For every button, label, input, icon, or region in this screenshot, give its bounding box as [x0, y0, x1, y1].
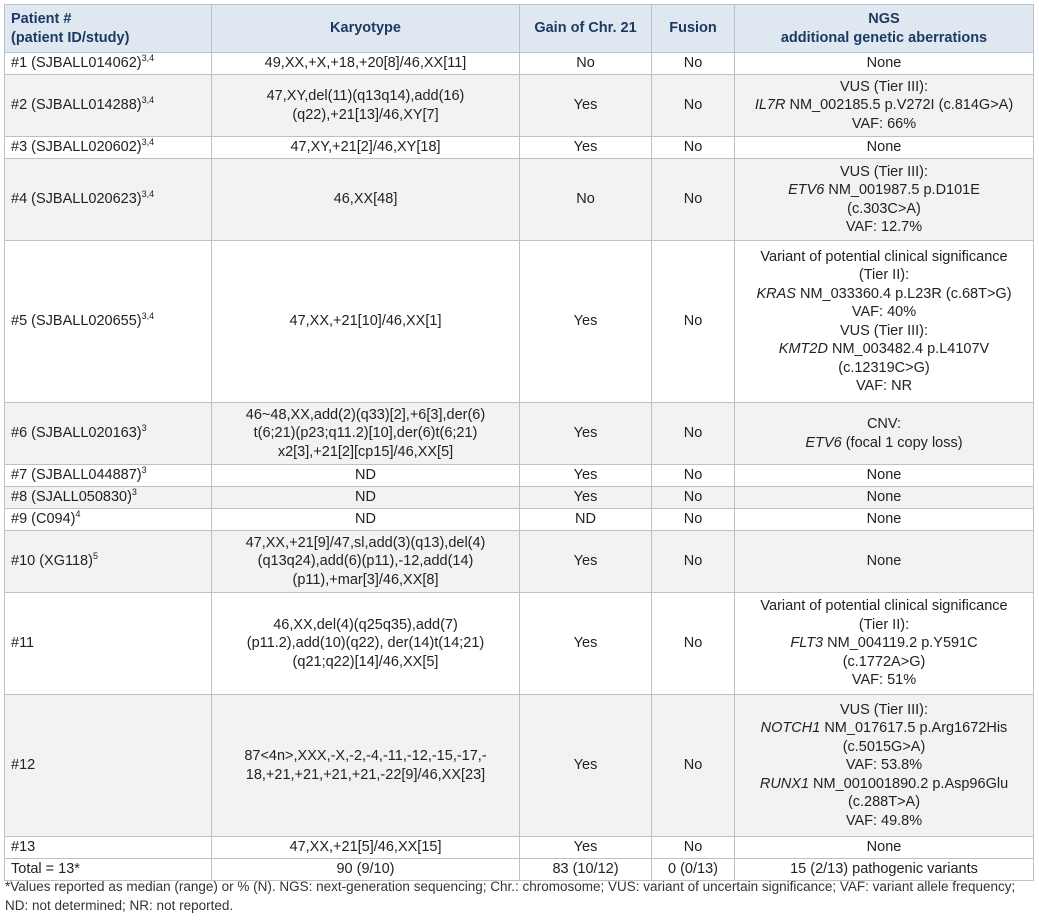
ngs-line: VAF: 40% [851, 304, 917, 320]
gene-name: ETV6 [788, 182, 825, 198]
patient-id: #11 [11, 635, 35, 652]
header-ngs-line2: additional genetic aberrations [780, 29, 988, 46]
karyotype-line: x2[3],+21[2][cp15]/46,XX[5] [277, 443, 454, 460]
karyotype-line: t(6;21)(p23;q11.2)[10],der(6)t(6;21) [253, 425, 478, 442]
gain-chr21-cell: No [520, 159, 652, 241]
ngs-line: None [866, 553, 902, 570]
karyotype-line: (p11),+mar[3]/46,XX[8] [292, 571, 439, 588]
table-row [5, 487, 1034, 509]
fusion-cell: No [652, 137, 735, 159]
ngs-line: None [866, 839, 902, 856]
gain-chr21-cell: Yes [520, 593, 652, 695]
table-row [5, 465, 1034, 487]
ngs-cell [735, 695, 1034, 837]
fusion-cell: No [652, 531, 735, 593]
ngs-cell [735, 159, 1034, 241]
ngs-line: VAF: NR [855, 378, 913, 394]
ngs-cell [735, 403, 1034, 465]
patient-cell [5, 509, 212, 531]
total-gain-cell: 83 (10/12) [520, 859, 652, 881]
patient-cell [5, 403, 212, 465]
karyotype-line: 47,XX,+21[5]/46,XX[15] [289, 839, 442, 856]
ngs-line: (c.5015G>A) [842, 738, 926, 755]
karyotype-cell [212, 403, 520, 465]
karyotype-line: 46,XX[48] [333, 191, 398, 208]
patient-id: #6 (SJBALL020163) [11, 425, 142, 442]
total-fusion-cell: 0 (0/13) [652, 859, 735, 881]
study-reference: 3,4 [141, 53, 155, 64]
ngs-cell [735, 509, 1034, 531]
fusion-cell: No [652, 403, 735, 465]
patient-id: #7 (SJBALL044887) [11, 467, 142, 484]
header-row [5, 5, 1034, 53]
ngs-line: VAF: 51% [851, 672, 917, 689]
ngs-line: ETV6 NM_001987.5 p.D101E [788, 182, 980, 198]
gain-chr21-cell: Yes [520, 837, 652, 859]
ngs-line: (Tier II): [858, 616, 910, 633]
ngs-line: KRAS NM_033360.4 p.L23R (c.68T>G) [756, 285, 1012, 302]
karyotype-cell [212, 137, 520, 159]
karyotype-cell [212, 487, 520, 509]
ngs-line: VAF: 12.7% [845, 219, 923, 235]
header-fusion: Fusion [652, 5, 735, 53]
study-reference: 3,4 [141, 137, 155, 148]
ngs-cell [735, 531, 1034, 593]
study-reference: 3 [131, 487, 137, 498]
karyotype-cell [212, 53, 520, 75]
patient-cell [5, 159, 212, 241]
table-row [5, 159, 1034, 241]
footnote: *Values reported as median (range) or % (N). NGS: next-generation sequencing; Chr.: chromosome; VUS: variant of uncertain significance; VAF: variant allele frequency; ND: not determined; NR: not reported. [5, 879, 1016, 913]
karyotype-line: 46,XX,del(4)(q25q35),add(7) [273, 616, 458, 633]
patient-id: #13 [11, 839, 36, 856]
ngs-line: None [866, 467, 902, 484]
study-reference: 3,4 [141, 311, 155, 322]
ngs-line: FLT3 NM_004119.2 p.Y591C [790, 635, 978, 652]
patient-id: #10 (XG118) [11, 553, 93, 570]
patient-id: #12 [11, 757, 36, 774]
total-label-cell: Total = 13* [5, 859, 212, 881]
ngs-cell [735, 137, 1034, 159]
ngs-line: VAF: 49.8% [845, 812, 923, 829]
karyotype-line: ND [355, 511, 376, 528]
ngs-cell [735, 837, 1034, 859]
gain-chr21-cell: Yes [520, 487, 652, 509]
ngs-cell [735, 53, 1034, 75]
header-patient-line2: (patient ID/study) [11, 29, 130, 46]
gain-chr21-cell: Yes [520, 241, 652, 403]
table-row [5, 75, 1034, 137]
ngs-line: IL7R NM_002185.5 p.V272I (c.814G>A) [754, 97, 1014, 114]
gene-name: KMT2D [778, 341, 828, 357]
karyotype-line: 47,XY,del(11)(q13q14),add(16) [266, 88, 465, 104]
karyotype-line: 18,+21,+21,+21,+21,-22[9]/46,XX[23] [245, 766, 486, 783]
table-row [5, 241, 1034, 403]
table-row [5, 53, 1034, 75]
study-reference: 3 [141, 465, 147, 476]
ngs-cell [735, 487, 1034, 509]
karyotype-line: 49,XX,+X,+18,+20[8]/46,XX[11] [264, 55, 467, 72]
ngs-line: VUS (Tier III): [839, 701, 929, 718]
fusion-cell: No [652, 509, 735, 531]
ngs-cell [735, 465, 1034, 487]
study-reference: 3,4 [141, 95, 155, 106]
patient-id: #3 (SJBALL020602) [11, 139, 142, 156]
table-row [5, 137, 1034, 159]
patient-cell [5, 137, 212, 159]
ngs-line: RUNX1 NM_001001890.2 p.Asp96Glu [759, 775, 1009, 792]
ngs-cell [735, 75, 1034, 137]
fusion-cell: No [652, 241, 735, 403]
karyotype-line: ND [355, 489, 376, 506]
ngs-line: ETV6 (focal 1 copy loss) [805, 434, 963, 451]
fusion-cell: No [652, 159, 735, 241]
patient-table [4, 4, 1034, 881]
karyotype-line: 47,XY,+21[2]/46,XY[18] [290, 139, 441, 156]
gene-name: ETV6 [805, 434, 842, 451]
gain-chr21-cell: ND [520, 509, 652, 531]
patient-cell [5, 465, 212, 487]
ngs-line: Variant of potential clinical significance [760, 598, 1008, 615]
gain-chr21-cell: Yes [520, 695, 652, 837]
table-row [5, 531, 1034, 593]
fusion-cell: No [652, 593, 735, 695]
header-patient [5, 5, 212, 53]
header-patient-line1: Patient # [11, 11, 72, 27]
header-karyotype: Karyotype [212, 5, 520, 53]
karyotype-cell [212, 241, 520, 403]
fusion-cell: No [652, 695, 735, 837]
gene-name: IL7R [754, 97, 786, 114]
ngs-line: VAF: 66% [851, 115, 917, 132]
gain-chr21-cell: Yes [520, 137, 652, 159]
ngs-line: (c.12319C>G) [838, 359, 930, 376]
table-row [5, 837, 1034, 859]
ngs-line: VUS (Tier III): [839, 163, 929, 180]
ngs-line: KMT2D NM_003482.4 p.L4107V [778, 341, 990, 357]
patient-cell [5, 75, 212, 137]
gene-name: NOTCH1 [760, 720, 821, 737]
ngs-line: Variant of potential clinical significance [760, 248, 1008, 265]
gene-name: FLT3 [790, 635, 824, 652]
gain-chr21-cell: Yes [520, 531, 652, 593]
patient-id: #2 (SJBALL014288) [11, 97, 142, 114]
patient-id: #8 (SJALL050830) [11, 489, 132, 506]
patient-cell [5, 53, 212, 75]
ngs-line: (c.303C>A) [847, 200, 921, 217]
patient-cell [5, 837, 212, 859]
patient-cell [5, 487, 212, 509]
ngs-cell [735, 593, 1034, 695]
karyotype-line: 47,XX,+21[10]/46,XX[1] [289, 313, 442, 330]
karyotype-cell [212, 593, 520, 695]
fusion-cell: No [652, 487, 735, 509]
karyotype-cell [212, 531, 520, 593]
fusion-cell: No [652, 75, 735, 137]
patient-cell [5, 241, 212, 403]
table-row [5, 695, 1034, 837]
gain-chr21-cell: Yes [520, 403, 652, 465]
karyotype-line: (q21;q22)[14]/46,XX[5] [292, 653, 439, 670]
karyotype-cell [212, 159, 520, 241]
gain-chr21-cell: No [520, 53, 652, 75]
header-ngs [735, 5, 1034, 53]
karyotype-line: 87<4n>,XXX,-X,-2,-4,-11,-12,-15,-17,- [244, 748, 487, 764]
karyotype-line: ND [355, 467, 376, 484]
ngs-line: VUS (Tier III): [839, 78, 929, 95]
gain-chr21-cell: Yes [520, 465, 652, 487]
header-gain-chr21: Gain of Chr. 21 [520, 5, 652, 53]
ngs-line: (Tier II): [858, 267, 910, 283]
study-reference: 4 [75, 509, 81, 520]
karyotype-line: (q22),+21[13]/46,XY[7] [292, 106, 439, 123]
ngs-line: VUS (Tier III): [839, 322, 929, 339]
karyotype-cell [212, 509, 520, 531]
patient-cell [5, 531, 212, 593]
patient-id: #1 (SJBALL014062) [11, 55, 142, 72]
study-reference: 3 [141, 423, 147, 434]
patient-id: #4 (SJBALL020623) [11, 191, 142, 208]
karyotype-line: (p11.2),add(10)(q22), der(14)t(14;21) [246, 635, 485, 652]
table-row [5, 403, 1034, 465]
gain-chr21-cell: Yes [520, 75, 652, 137]
ngs-line: CNV: [866, 416, 902, 432]
karyotype-cell [212, 837, 520, 859]
karyotype-cell [212, 75, 520, 137]
patient-id: #5 (SJBALL020655) [11, 313, 142, 330]
table-body [5, 53, 1034, 881]
karyotype-cell [212, 465, 520, 487]
patient-cell [5, 695, 212, 837]
total-ngs-cell: 15 (2/13) pathogenic variants [735, 859, 1034, 881]
table-row [5, 509, 1034, 531]
ngs-line: None [866, 55, 902, 72]
table-row [5, 593, 1034, 695]
fusion-cell: No [652, 465, 735, 487]
ngs-line: (c.1772A>G) [842, 653, 926, 670]
study-reference: 3,4 [141, 189, 155, 200]
karyotype-line: (q13q24),add(6)(p11),-12,add(14) [257, 553, 474, 570]
ngs-line: None [866, 511, 902, 528]
header-ngs-line1: NGS [868, 11, 900, 27]
study-reference: 5 [92, 551, 98, 562]
ngs-line: NOTCH1 NM_017617.5 p.Arg1672His [760, 720, 1008, 737]
ngs-line: None [866, 139, 902, 156]
fusion-cell: No [652, 837, 735, 859]
patient-id: #9 (C094) [11, 511, 76, 528]
ngs-line: None [866, 489, 902, 506]
ngs-cell [735, 241, 1034, 403]
karyotype-line: 46~48,XX,add(2)(q33)[2],+6[3],der(6) [245, 406, 486, 423]
fusion-cell: No [652, 53, 735, 75]
total-karyotype-cell: 90 (9/10) [212, 859, 520, 881]
karyotype-cell [212, 695, 520, 837]
gene-name: RUNX1 [759, 775, 810, 792]
patient-cell [5, 593, 212, 695]
ngs-line: VAF: 53.8% [845, 757, 923, 774]
ngs-line: (c.288T>A) [847, 794, 921, 811]
karyotype-line: 47,XX,+21[9]/47,sl,add(3)(q13),del(4) [245, 534, 486, 551]
gene-name: KRAS [756, 285, 796, 302]
